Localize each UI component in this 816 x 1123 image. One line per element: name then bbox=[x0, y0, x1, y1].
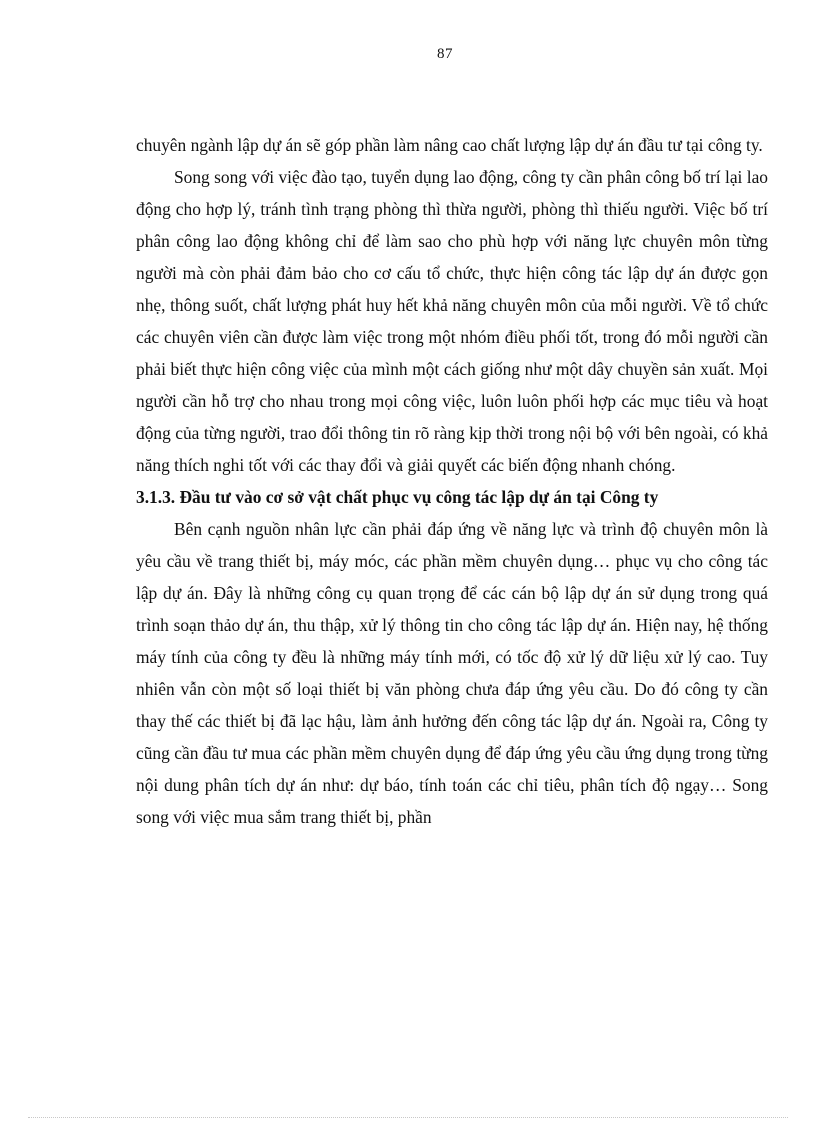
footer-divider bbox=[28, 1117, 788, 1118]
paragraph-continuation: chuyên ngành lập dự án sẽ góp phần làm nâng cao chất lượng lập dự án đầu tư tại công ty. bbox=[136, 135, 763, 155]
document-body bbox=[136, 129, 768, 833]
paragraph-facilities: Bên cạnh nguồn nhân lực cần phải đáp ứng về năng lực và trình độ chuyên môn là yêu cầu về trang thiết bị, máy móc, các phần mềm chuyên dụng… phục vụ cho công tác lập dự án. Đây là những công cụ quan trọng để các cán bộ lập dự án sử dụng trong quá trình soạn thảo dự án, thu thập, xử lý thông tin cho công tác lập dự án. Hiện nay, hệ thống máy tính của công ty đều là những máy tính mới, có tốc độ xử lý dữ liệu xử lý cao. Tuy nhiên vẫn còn một số loại thiết bị văn phòng chưa đáp ứng yêu cầu. Do đó công ty cần thay thế các thiết bị đã lạc hậu, làm ảnh hưởng đến công tác lập dự án. Ngoài ra, Công ty cũng cần đầu tư mua các phần mềm chuyên dụng để đáp ứng yêu cầu ứng dụng trong từng nội dung phân tích dự án như: dự báo, tính toán các chỉ tiêu, phân tích độ ngạy… Song song với việc mua sắm trang thiết bị, phần bbox=[136, 519, 768, 827]
page-number: 87 bbox=[437, 46, 453, 62]
section-heading: 3.1.3. Đầu tư vào cơ sở vật chất phục vụ công tác lập dự án tại Công ty bbox=[136, 487, 659, 507]
paragraph-labor-allocation: Song song với việc đào tạo, tuyển dụng lao động, công ty cần phân công bố trí lại lao động cho hợp lý, tránh tình trạng phòng thì thừa người, phòng thì thiếu người. Việc bố trí phân công lao động không chỉ để làm sao cho phù hợp với năng lực chuyên môn từng người mà còn phải đảm bảo cho cơ cấu tổ chức, thực hiện công tác lập dự án được gọn nhẹ, thông suốt, chất lượng phát huy hết khả năng chuyên môn của mỗi người. Về tổ chức các chuyên viên cần được làm việc trong một nhóm điều phối tốt, trong đó mỗi người cần phải biết thực hiện công việc của mình một cách giống như một dây chuyền sản xuất. Mọi người cần hỗ trợ cho nhau trong mọi công việc, luôn luôn phối hợp các mục tiêu và hoạt động của từng người, trao đổi thông tin rõ ràng kịp thời trong nội bộ với bên ngoài, có khả năng thích nghi tốt với các thay đổi và giải quyết các biến động nhanh chóng. bbox=[136, 167, 768, 475]
